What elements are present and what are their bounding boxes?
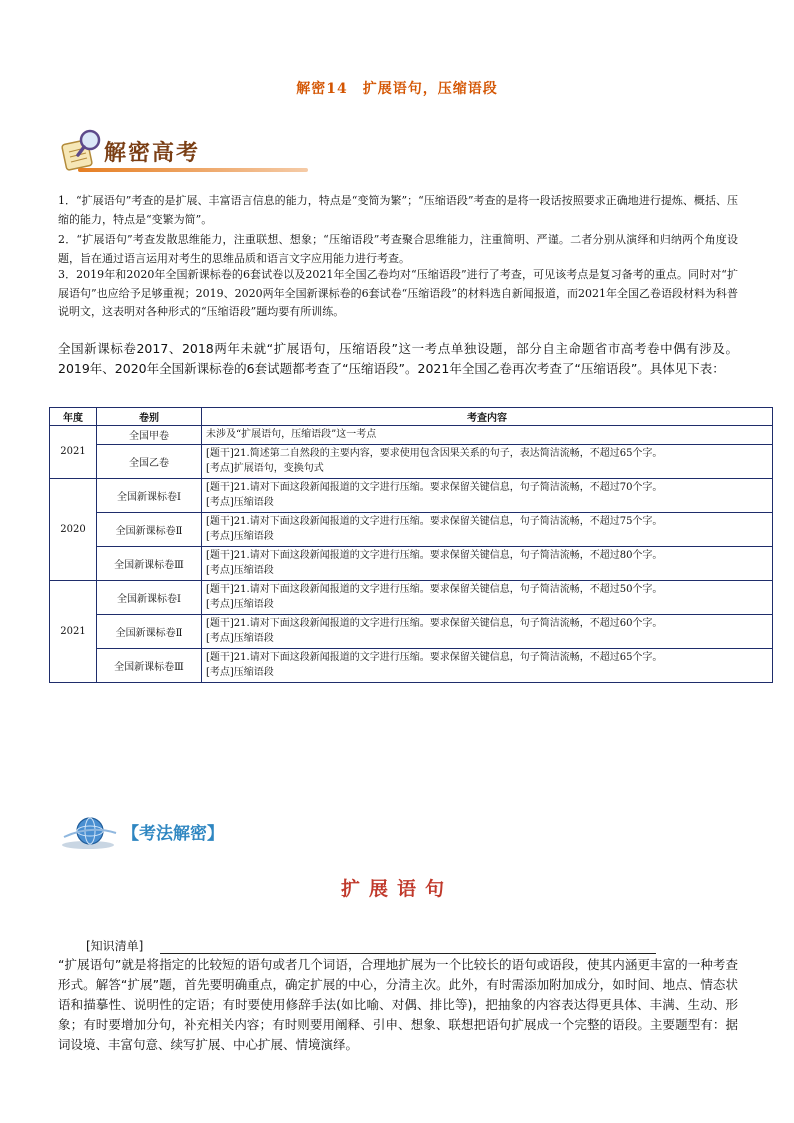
year-cell: 2021 bbox=[50, 426, 97, 479]
content-cell bbox=[202, 546, 773, 580]
content-cell bbox=[202, 444, 773, 478]
table-row bbox=[50, 426, 773, 445]
table-row bbox=[50, 648, 773, 682]
content-line: [题干]21.请对下面这段新闻报道的文字进行压缩。要求保留关键信息，句子简洁流畅，不超过65个字。 bbox=[206, 651, 663, 663]
paper-cell: 全国新课标卷Ⅱ bbox=[97, 512, 202, 546]
knowledge-underline bbox=[160, 953, 656, 954]
table-row bbox=[50, 580, 773, 614]
paragraph-2: 2．“扩展语句”考查发散思维能力，注重联想、想象；“压缩语段”考查聚合思维能力，注重简明、严谨。二者分别从演绎和归纳两个角度设题，旨在通过语言运用对考生的思维品质和语言文字应用能力进行考查。 bbox=[58, 233, 738, 265]
paper-cell: 全国新课标卷Ⅲ bbox=[97, 546, 202, 580]
content-line: [考点]压缩语段 bbox=[206, 667, 274, 678]
content-line: [考点]压缩语段 bbox=[206, 565, 274, 576]
content-cell bbox=[202, 648, 773, 682]
section-header bbox=[58, 813, 358, 851]
content-line: [考点]压缩语段 bbox=[206, 599, 274, 610]
table-row bbox=[50, 478, 773, 512]
content-line: [题干]21.请对下面这段新闻报道的文字进行压缩。要求保留关键信息，句子简洁流畅，不超过50个字。 bbox=[206, 583, 663, 595]
content-line: [考点]压缩语段 bbox=[206, 531, 274, 542]
content-line: [题干]21.请对下面这段新闻报道的文字进行压缩。要求保留关键信息，句子简洁流畅，不超过80个字。 bbox=[206, 549, 663, 561]
paragraph-3: 3．2019年和2020年全国新课标卷的6套试卷以及2021年全国乙卷均对“压缩语段”进行了考查，可见该考点是复习备考的重点。同时对“扩展语句”也应给予足够重视；2019、2020两年全国新课标卷的6套试卷“压缩语段”的材料选自新闻报道，而2021年全国乙卷语段材料为科普说明文，这表明对各种形式的“压缩语段”题均要有所训练。 bbox=[58, 268, 738, 318]
content-line: [题干]21.请对下面这段新闻报道的文字进行压缩。要求保留关键信息，句子简洁流畅，不超过75个字。 bbox=[206, 515, 663, 527]
content-cell bbox=[202, 580, 773, 614]
banner-underline bbox=[78, 168, 308, 172]
content-line: [考点]压缩语段 bbox=[206, 497, 274, 508]
paper-cell: 全国乙卷 bbox=[97, 444, 202, 478]
globe-icon bbox=[58, 813, 122, 851]
content-cell bbox=[202, 614, 773, 648]
page-title: 解密14 扩展语句，压缩语段 bbox=[296, 81, 498, 97]
header-content: 考查内容 bbox=[202, 408, 773, 426]
content-line: [题干]21.请对下面这段新闻报道的文字进行压缩。要求保留关键信息，句子简洁流畅，不超过70个字。 bbox=[206, 481, 663, 493]
content-cell bbox=[202, 478, 773, 512]
banner-title: 解密高考 bbox=[104, 141, 201, 166]
paper-cell: 全国新课标卷Ⅲ bbox=[97, 648, 202, 682]
year-cell: 2021 bbox=[50, 580, 97, 682]
content-line: [题干]21.简述第二自然段的主要内容，要求使用包含因果关系的句子，表达简洁流畅，不超过65个字。 bbox=[206, 447, 663, 459]
subsection-title: 扩展语句 bbox=[340, 878, 453, 900]
section-title: 【考法解密】 bbox=[122, 824, 224, 844]
banner bbox=[58, 128, 258, 176]
header-year: 年度 bbox=[50, 408, 97, 426]
paper-cell: 全国新课标卷Ⅰ bbox=[97, 580, 202, 614]
paper-cell: 全国新课标卷Ⅰ bbox=[97, 478, 202, 512]
content-line: [考点]压缩语段 bbox=[206, 633, 274, 644]
year-cell: 2020 bbox=[50, 478, 97, 580]
table-row bbox=[50, 512, 773, 546]
content-line: [题干]21.请对下面这段新闻报道的文字进行压缩。要求保留关键信息，句子简洁流畅，不超过60个字。 bbox=[206, 617, 663, 629]
table-row bbox=[50, 546, 773, 580]
table-header-row bbox=[50, 408, 773, 426]
content-cell bbox=[202, 426, 773, 445]
paper-cell: 全国甲卷 bbox=[97, 426, 202, 445]
exam-table bbox=[49, 407, 773, 683]
knowledge-text: “扩展语句”就是将指定的比较短的语句或者几个词语，合理地扩展为一个比较长的语句或语段，使其内涵更丰富的一种考查形式。解答“扩展”题，首先要明确重点，确定扩展的中心，分清主次。此外，有时需添加附加成分，如时间、地点、情态状语和描摹性、说明性的定语；有时要使用修辞手法(如比喻、对偶、排比等)，把抽象的内容表达得更具体、丰满、生动、形象；有时要增加分句，补充相关内容；有时则要用阐释、引申、想象、联想把语句扩展成一个完整的语段。主要题型有：据词设境、丰富句意、续写扩展、中心扩展、情境演绎。 bbox=[58, 957, 738, 1052]
paragraph-1: 1．“扩展语句”考查的是扩展、丰富语言信息的能力，特点是“变简为繁”；“压缩语段”考查的是将一段话按照要求正确地进行提炼、概括、压缩的能力，特点是“变繁为简”。 bbox=[58, 194, 738, 226]
content-line: 未涉及“扩展语句，压缩语段”这一考点 bbox=[206, 429, 377, 440]
paragraph-4: 全国新课标卷2017、2018两年未就“扩展语句，压缩语段”这一考点单独设题，部分自主命题省市高考卷中偶有涉及。2019年、2020年全国新课标卷的6套试题都考查了“压缩语段”。2021年全国乙卷再次考查了“压缩语段”。具体见下表： bbox=[58, 341, 738, 376]
table-row bbox=[50, 614, 773, 648]
content-cell bbox=[202, 512, 773, 546]
paper-cell: 全国新课标卷Ⅱ bbox=[97, 614, 202, 648]
header-paper: 卷别 bbox=[97, 408, 202, 426]
knowledge-label: [知识清单] bbox=[86, 939, 144, 953]
table-row bbox=[50, 444, 773, 478]
content-line: [考点]扩展语句，变换句式 bbox=[206, 463, 324, 474]
